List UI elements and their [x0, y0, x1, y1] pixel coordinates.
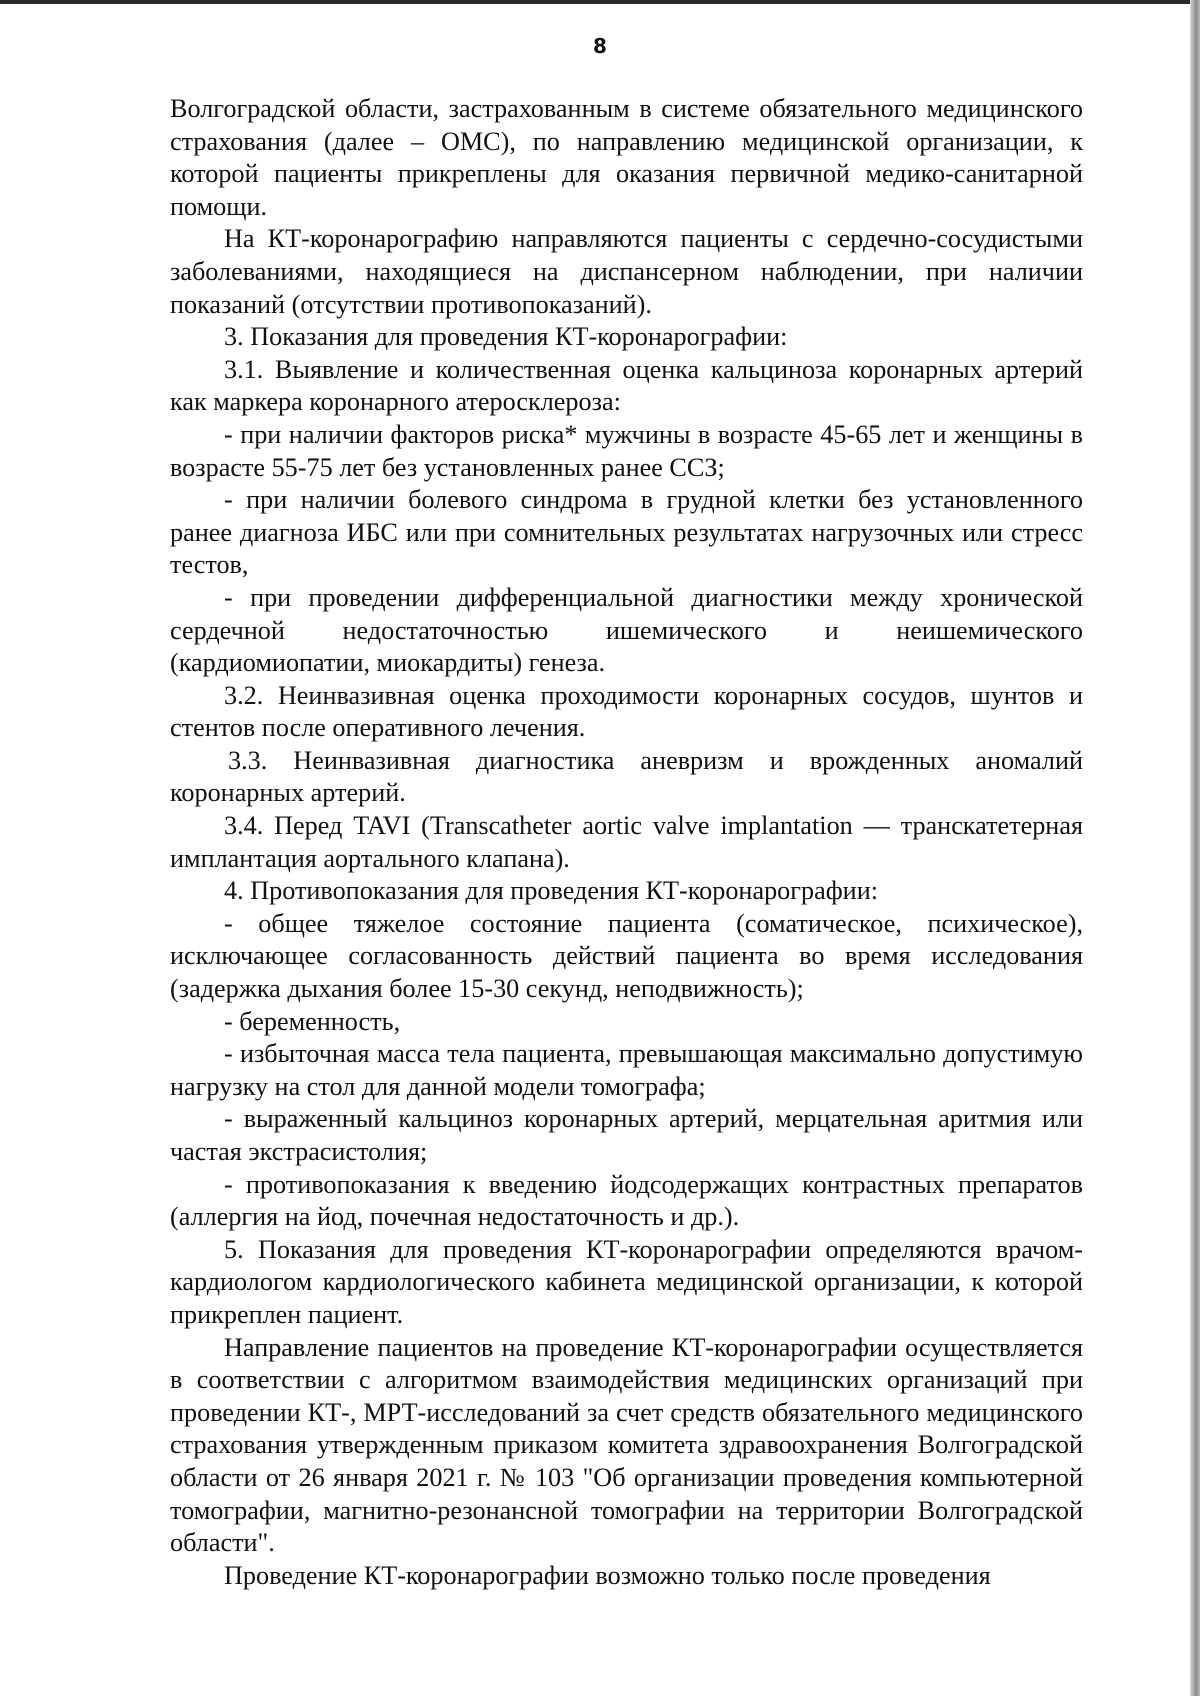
section-3-2: 3.2. Неинвазивная оценка проходимости коронарных сосудов, шунтов и стентов после оперативного лечения. — [170, 680, 1083, 743]
list-item-differential-diagnosis: - при проведении дифференциальной диагностики между хронической сердечной недостаточностью ишемического и неишемического (кардиомиопатии, миокардиты) генеза. — [170, 582, 1083, 678]
paragraph-final: Проведение КТ-коронарографии возможно только после проведения — [224, 1560, 991, 1590]
paragraph-referral: На КТ-коронарографию направляются пациенты с сердечно-сосудистыми заболеваниями, находящиеся на диспансерном наблюдении, при наличии показаний (отсутствии противопоказаний). — [170, 224, 1083, 319]
paragraph-referral-order: Направление пациентов на проведение КТ-коронарографии осуществляется в соответствии с алгоритмом взаимодействия медицинских организаций при проведении КТ-, МРТ-исследований за счет средств обязательного медицинского страхования утвержденным приказом комитета здравоохранения Волгоградской области от 26 января 2021 г. № 103 "Об организации проведения компьютерной томографии, магнитно-резонансной томографии на территории Волгоградской области". — [170, 1332, 1083, 1558]
section-3-3: 3.3. Неинвазивная диагностика аневризм и врожденных аномалий коронарных артерий. — [170, 745, 1083, 808]
paragraph-continuation: Волгоградской области, застрахованным в системе обязательного медицинского страхования (далее – ОМС), по направлению медицинской организации, к которой пациенты прикреплены для оказания первичной медико-санитарной помощи. — [170, 94, 1083, 221]
list-item-excess-weight: - избыточная масса тела пациента, превышающая максимально допустимую нагрузку на стол для данной модели томографа; — [170, 1039, 1083, 1101]
section-3-heading: 3. Показания для проведения КТ-коронарографии: — [224, 322, 788, 352]
list-item-pregnancy: - беременность, — [224, 1006, 401, 1036]
scan-top-edge — [0, 0, 1200, 4]
section-5: 5. Показания для проведения КТ-коронарографии определяются врачом-кардиологом кардиологического кабинета медицинской организации, к которой прикреплен пациент. — [170, 1234, 1083, 1329]
page-number: 8 — [593, 34, 607, 58]
scan-right-edge — [1190, 0, 1200, 1696]
section-3-4: 3.4. Перед TAVI (Transcatheter aortic valve implantation — транскатетерная имплантация аортального клапана). — [170, 811, 1083, 873]
section-3-1: 3.1. Выявление и количественная оценка кальциноза коронарных артерий как маркера коронарного атеросклероза: — [170, 354, 1083, 417]
list-item-pain-syndrome: - при наличии болевого синдрома в грудной клетки без установленного ранее диагноза ИБС или при сомнительных результатах нагрузочных или стресс тестов, — [170, 485, 1083, 580]
list-item-risk-factors: - при наличии факторов риска* мужчины в возрасте 45-65 лет и женщины в возрасте 55-75 лет без установленных ранее ССЗ; — [170, 419, 1083, 482]
section-4-heading: 4. Противопоказания для проведения КТ-коронарографии: — [224, 876, 878, 906]
list-item-calcinosis-arrhythmia: - выраженный кальциноз коронарных артерий, мерцательная аритмия или частая экстрасистолия; — [170, 1104, 1083, 1166]
document-body — [170, 93, 1083, 1592]
list-item-general-condition: - общее тяжелое состояние пациента (соматическое, психическое), исключающее согласованность действий пациента во время исследования (задержка дыхания более 15-30 секунд, неподвижность); — [170, 908, 1083, 1004]
list-item-contrast-contraindications: - противопоказания к введению йодсодержащих контрастных препаратов (аллергия на йод, почечная недостаточность и др.). — [170, 1169, 1083, 1232]
